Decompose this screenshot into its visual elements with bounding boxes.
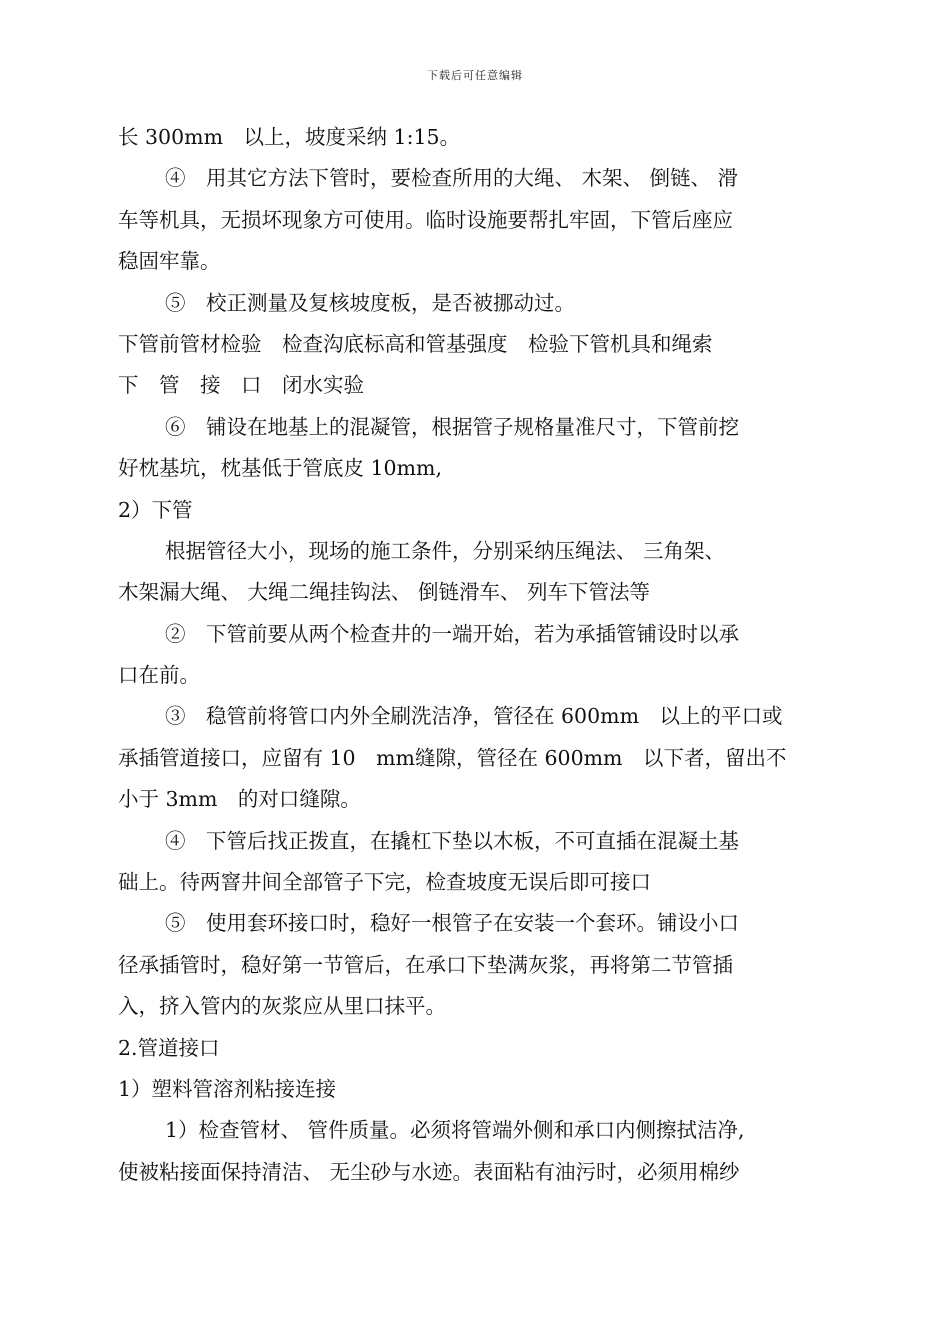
text-line: 木架漏大绳、 大绳二绳挂钩法、 倒链滑车、 列车下管法等 xyxy=(118,580,651,605)
text-line: 车等机具，无损坏现象方可使用。临时设施要帮扎牢固，下管后座应 xyxy=(118,207,733,232)
text-line: ⑤ 校正测量及复核坡度板，是否被挪动过。 xyxy=(165,290,575,315)
section-heading: 2.管道接口 xyxy=(118,1035,220,1060)
text-line: ④ 用其它方法下管时，要检查所用的大绳、 木架、 倒链、 滑 xyxy=(165,166,739,191)
text-line: 好枕基坑，枕基低于管底皮 10mm, xyxy=(118,456,442,481)
text-line: ② 下管前要从两个检查井的一端开始，若为承插管铺设时以承 xyxy=(165,621,739,646)
text-line: 小于 3mm 的对口缝隙。 xyxy=(118,787,361,812)
text-line: ③ 稳管前将管口内外全刷洗洁净，管径在 600mm 以上的平口或 xyxy=(165,704,783,729)
text-line: ④ 下管后找正拨直，在撬杠下垫以木板，不可直插在混凝土基 xyxy=(165,828,739,853)
text-line: ⑤ 使用套环接口时，稳好一根管子在安装一个套环。铺设小口 xyxy=(165,911,739,936)
text-line: 入，挤入管内的灰浆应从里口抹平。 xyxy=(118,994,446,1019)
flow-steps-line: 下 管 接 口 闭水实验 xyxy=(118,373,364,398)
text-line: 承插管道接口，应留有 10 mm缝隙，管径在 600mm 以下者，留出不 xyxy=(118,745,787,770)
flow-steps-line: 下管前管材检验 检查沟底标高和管基强度 检验下管机具和绳索 xyxy=(118,331,713,356)
text-line: ⑥ 铺设在地基上的混凝管，根据管子规格量准尺寸，下管前挖 xyxy=(165,414,739,439)
text-line: 根据管径大小，现场的施工条件，分别采纳压绳法、 三角架、 xyxy=(165,538,726,563)
text-line: 使被粘接面保持清洁、 无尘砂与水迹。表面粘有油污时，必须用棉纱 xyxy=(118,1159,740,1184)
page-header: 下载后可任意编辑 xyxy=(427,69,523,82)
section-heading: 1）塑料管溶剂粘接连接 xyxy=(118,1076,337,1101)
text-line: 1）检查管材、 管件质量。必须将管端外侧和承口内侧擦拭洁净, xyxy=(165,1118,745,1143)
text-line: 础上。待两窨井间全部管子下完，检查坡度无误后即可接口 xyxy=(118,870,651,895)
text-line: 长 300mm 以上，坡度采纳 1:15。 xyxy=(118,125,461,149)
section-heading: 2）下管 xyxy=(118,497,193,522)
text-line: 口在前。 xyxy=(118,663,200,688)
text-line: 稳固牢靠。 xyxy=(118,249,221,274)
text-line: 径承插管时，稳好第一节管后，在承口下垫满灰浆，再将第二节管插 xyxy=(118,952,733,977)
document-body xyxy=(118,117,838,1193)
